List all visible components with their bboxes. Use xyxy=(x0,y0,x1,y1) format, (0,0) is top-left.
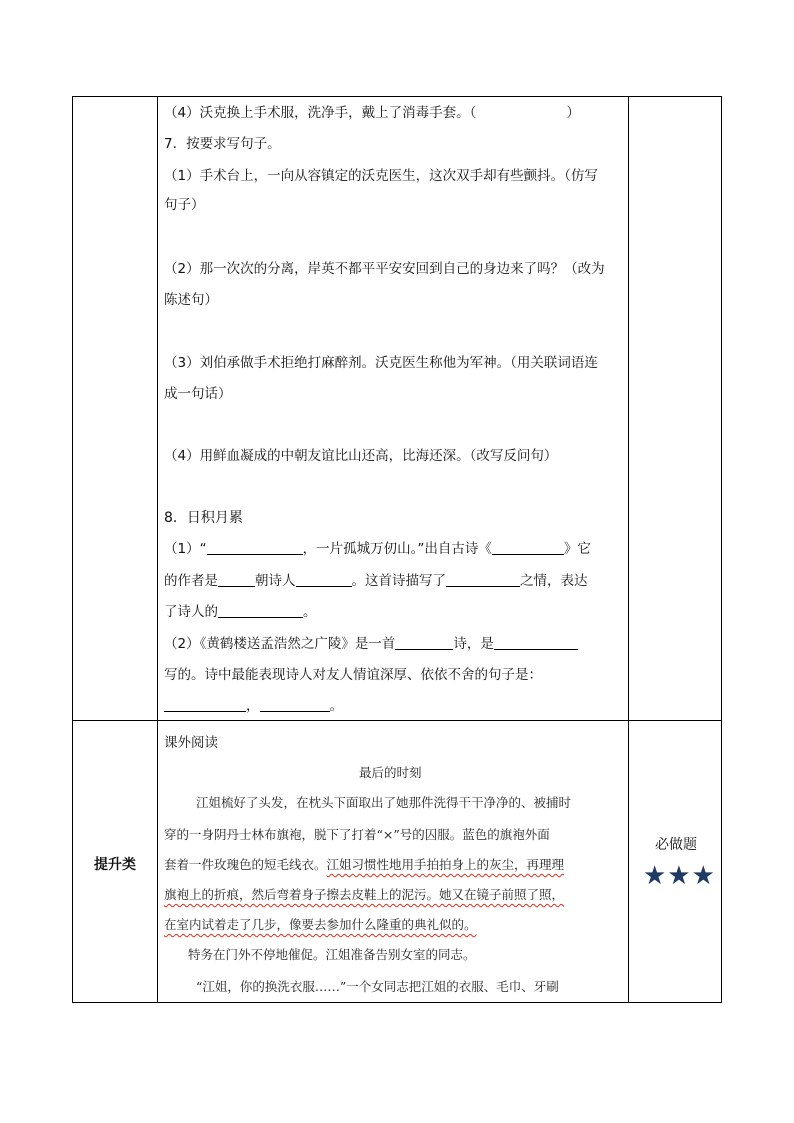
column-divider-1 xyxy=(157,96,158,1003)
story-line-7: “江姐，你的换洗衣服……”一个女同志把江姐的衣服、毛巾、牙刷 xyxy=(196,979,559,994)
blank-feeling[interactable] xyxy=(218,604,303,618)
story-line-5: 在室内试着走了几步，像要去参加什么隆重的典礼似的。 xyxy=(164,917,477,932)
question-7-1-line-2: 句子） xyxy=(164,197,205,213)
story-title: 最后的时刻 xyxy=(359,765,422,780)
blank-poem-title[interactable] xyxy=(492,541,564,555)
blank-poem-type[interactable] xyxy=(395,636,453,650)
blank-verse-2[interactable] xyxy=(260,698,330,712)
story-line-6: 特务在门外不停地催促。江姐准备告别女室的同志。 xyxy=(188,947,476,962)
row-divider xyxy=(72,720,722,721)
story-line-2: 穿的一身阴丹士林布旗袍，脱下了打着“×”号的囚服。蓝色的旗袍外面 xyxy=(164,827,550,842)
underlined-sentence: 江姐习惯性地用手拍拍身上的灰尘，再理理 xyxy=(326,857,565,872)
question-7-title: 7．按要求写句子。 xyxy=(164,136,281,152)
question-8-1-line-1: （1）“ ，一片孤城万仞山。”出自古诗《 》它 xyxy=(164,541,591,557)
question-8-2-line-2: 写的。诗中最能表现诗人对友人情谊深厚、依依不舍的句子是： xyxy=(164,667,542,683)
question-7-1-line-1: （1）手术台上，一向从容镇定的沃克医生，这次双手却有些颤抖。（仿写 xyxy=(164,168,598,184)
question-7-3-line-2: 成一句话） xyxy=(164,386,232,402)
question-7-4: （4）用鲜血凝成的中朝友谊比山还高，比海还深。（改写反问句） xyxy=(164,448,558,464)
blank-poem-line[interactable] xyxy=(207,541,303,555)
blank-theme[interactable] xyxy=(446,573,520,587)
story-line-4: 旗袍上的折痕，然后弯着身子擦去皮鞋上的泥污。她又在镜子前照了照， xyxy=(164,887,565,902)
table-right-border xyxy=(721,96,722,1003)
question-7-2-line-2: 陈述句） xyxy=(164,292,218,308)
question-7-2-line-1: （2）那一次次的分离，岸英不都平平安安回到自己的身边来了吗？（改为 xyxy=(164,261,605,277)
difficulty-stars-icon: ★★★ xyxy=(643,861,716,891)
table-left-border xyxy=(72,96,73,1003)
question-8-1-line-3: 了诗人的 。 xyxy=(164,604,317,620)
blank-verse-1[interactable] xyxy=(164,698,246,712)
question-7-3-line-1: （3）刘伯承做手术拒绝打麻醉剂。沃克医生称他为军神。（用关联词语连 xyxy=(164,355,598,371)
blank-author[interactable] xyxy=(494,636,578,650)
question-8-2-line-1: （2）《黄鹤楼送孟浩然之广陵》是一首 诗，是 xyxy=(164,636,578,652)
blank-dynasty[interactable] xyxy=(218,573,255,587)
column-divider-2 xyxy=(628,96,629,1003)
category-label: 提升类 xyxy=(94,857,136,873)
story-line-1: 江姐梳好了头发，在枕头下面取出了她那件洗得干干净净的、被捕时 xyxy=(196,795,572,810)
requirement-label: 必做题 xyxy=(655,837,697,853)
question-8-title: 8．日积月累 xyxy=(164,510,243,526)
question-8-1-line-2: 的作者是 朝诗人 。这首诗描写了 之情，表达 xyxy=(164,573,588,589)
question-6-item-4: （4）沃克换上手术服，洗净手，戴上了消毒手套。（ ） xyxy=(164,105,580,121)
table-bottom-border xyxy=(72,1002,722,1003)
story-line-3: 套着一件玫瑰色的短毛线衣。江姐习惯性地用手拍拍身上的灰尘，再理理 xyxy=(164,857,565,872)
section-label: 课外阅读 xyxy=(164,735,218,751)
table-top-border xyxy=(72,96,722,97)
question-8-2-line-3: ， 。 xyxy=(164,698,343,714)
blank-poet[interactable] xyxy=(296,573,352,587)
